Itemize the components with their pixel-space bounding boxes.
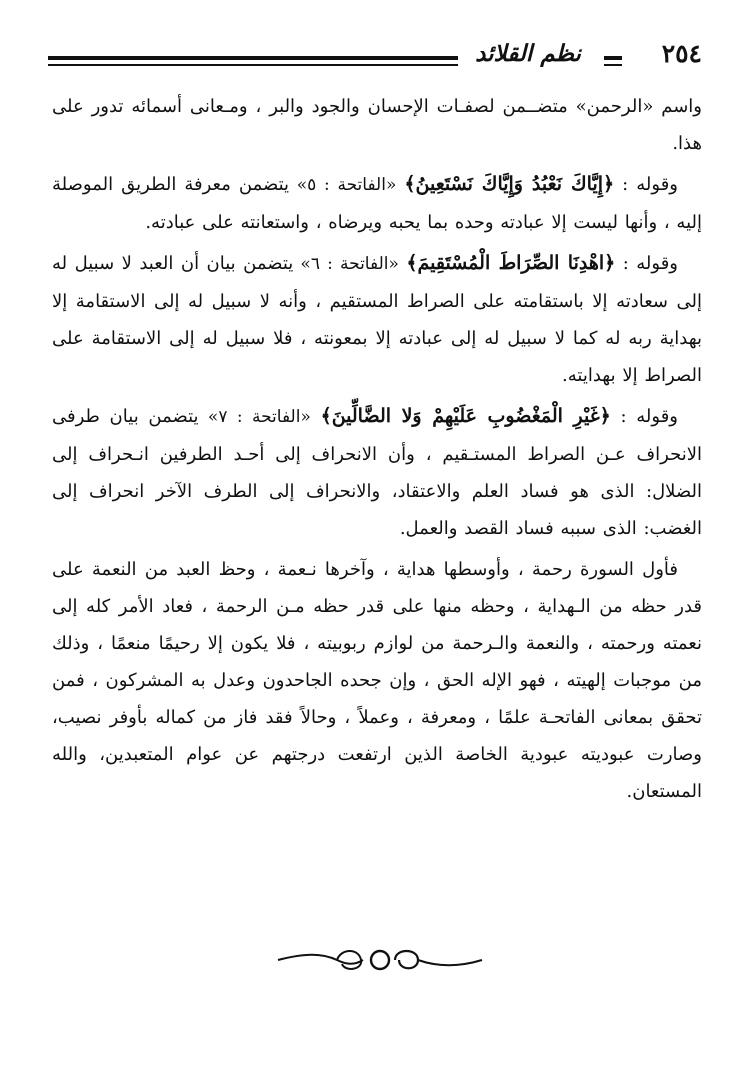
running-title: نظم القلائد (458, 36, 598, 72)
page-number: ٢٥٤ (661, 39, 702, 68)
paragraph-2-lead: وقوله : (614, 174, 678, 195)
paragraph-1 (52, 88, 702, 162)
decorative-swirl-icon (275, 940, 485, 974)
quranic-verse-5: ﴿إِيَّاكَ نَعْبُدُ وَإِيَّاكَ نَسْتَعِينُ﴾ (404, 173, 615, 195)
header-rule-left (48, 56, 474, 66)
paragraph-2 (52, 166, 702, 241)
verse-reference-6: «الفاتحة : ٦» (293, 254, 399, 274)
verse-reference-5: «الفاتحة : ٥» (289, 175, 397, 195)
paragraph-4-lead: وقوله : (610, 406, 678, 427)
paragraph-3 (52, 245, 702, 394)
page-body (52, 88, 702, 848)
paragraph-1-text: واسم «الرحمن» متضــمن لصفـات الإحسان والجود والبر ، ومـعانى أسمائه تدور على هذا. (52, 96, 702, 154)
quranic-verse-7: ﴿غَيْرِ الْمَغْضُوبِ عَلَيْهِمْ وَلا الضَّالِّينَ﴾ (320, 405, 611, 427)
paragraph-4 (52, 398, 702, 547)
paragraph-5 (52, 551, 702, 810)
paragraph-3-text: يتضمن بيان أن العبد لا سبيل له إلى سعادته إلا باستقامته على الصراط المستقيم ، وأنه لا سبيل له إلى الاستقامة إلا بهداية ربه له كما لا سبيل له إلى عبادته إلا بمعونته ، فلا سبيل له إلى الاستقامة على الصراط إلا بهدايته. (52, 253, 702, 386)
paragraph-3-lead: وقوله : (615, 253, 678, 274)
quranic-verse-6: ﴿اهْدِنَا الصِّرَاطَ الْمُسْتَقِيمَ﴾ (406, 252, 616, 274)
page-header (48, 34, 702, 84)
paragraph-4-text: يتضمن بيان طرفى الانحراف عـن الصراط المستـقيم ، وأن الانحراف إلى أحـد الطرفين انـحراف إلى الضلال: الذى هو فساد العلم والاعتقاد، والانحراف إلى الطرف الآخر انحراف إلى الغضب: الذى سببه فساد القصد والعمل. (52, 406, 702, 539)
header-rule-right (604, 56, 622, 66)
paragraph-5-text: فأول السورة رحمة ، وأوسطها هداية ، وآخرها نـعمة ، وحظ العبد من النعمة على قدر حظه من الـهداية ، وحظه منها على قدر حظه مـن الرحمة ، فعاد الأمر كله إلى نعمته ورحمته ، والنعمة والـرحمة من لوازم ربوبيته ، فلا يكون إلا رحيمًا منعمًا ، وذلك من موجبات إلهيته ، فهو الإله الحق ، وإن جحده الجاحدون وعدل به المشركون ، فمن تحقق بمعانى الفاتحـة علمًا ، ومعرفة ، وعملاً ، وحالاً فقد فاز من كماله بأوفر نصيب، وصارت عبوديته عبودية الخاصة الذين ارتفعت درجتهم عن عوام المتعبدين، والله المستعان. (52, 559, 702, 802)
verse-reference-7: «الفاتحة : ٧» (198, 407, 311, 427)
paragraph-2-text: يتضمن معرفة الطريق الموصلة إليه ، وأنها ليست إلا عبادته وحده بما يحبه ويرضاه ، واستعانته على عبادته. (52, 174, 702, 233)
